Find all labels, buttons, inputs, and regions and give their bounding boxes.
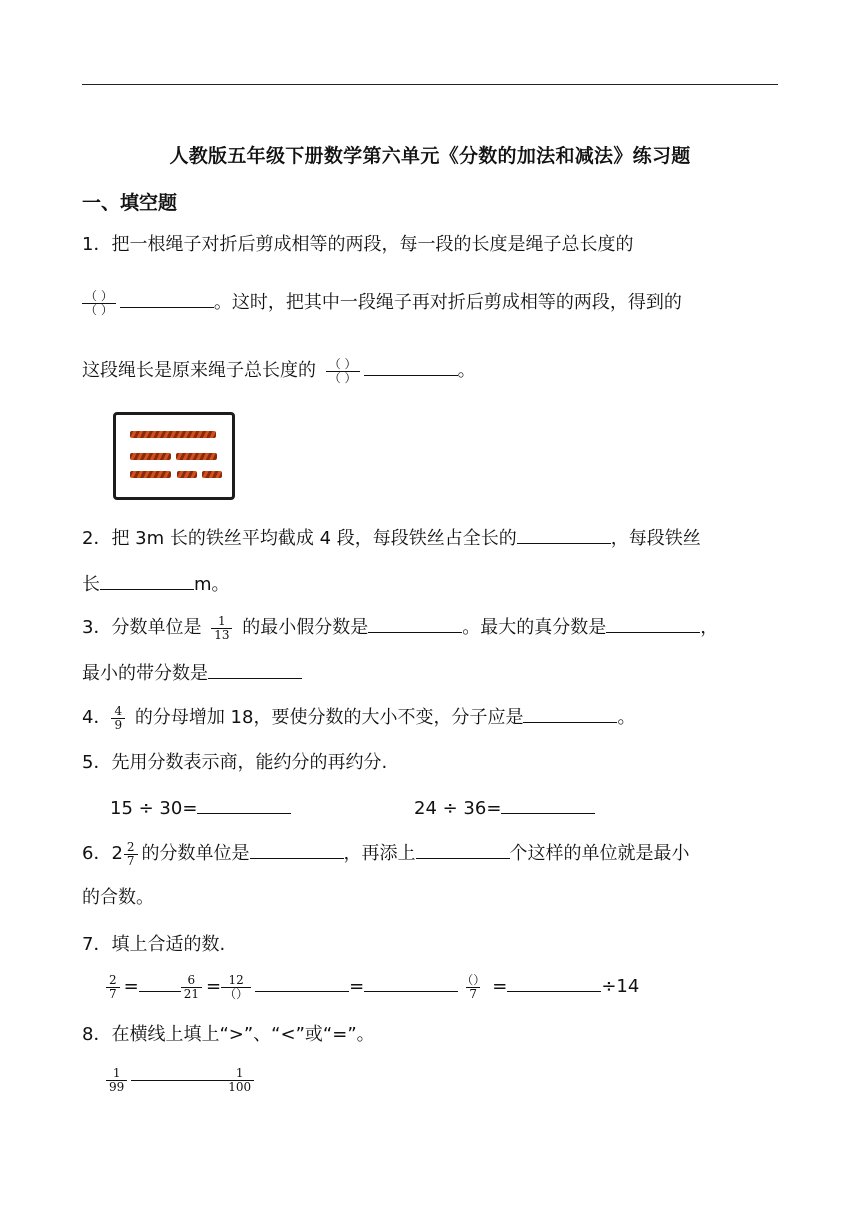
fraction-one-thirteenth: $\frac{1}{13}$ xyxy=(211,615,232,642)
rope-quarter-2 xyxy=(202,471,222,478)
header-rule xyxy=(82,84,778,85)
q6-line2: 的合数。 xyxy=(82,887,154,908)
fraction-two-sevenths: $\frac{2}{7}$ xyxy=(106,974,120,1001)
fraction-one-100th: $\frac{1}{100}$ xyxy=(225,1067,254,1094)
answer-blank[interactable] xyxy=(368,614,462,633)
q8-compare xyxy=(106,1062,258,1094)
rope-quarter-1 xyxy=(177,471,197,478)
q5-expr2: 24 ÷ 36= xyxy=(414,795,595,822)
answer-blank[interactable] xyxy=(197,795,291,814)
q2-line1: 2．把 3m 长的铁丝平均截成 4 段，每段铁丝占全长的 ，每段铁丝 xyxy=(82,525,701,552)
answer-blank[interactable] xyxy=(507,973,601,992)
rope-half-1 xyxy=(130,453,171,460)
fraction-twelve-blank: $\frac{12}{()}$ xyxy=(221,974,251,1001)
answer-blank[interactable] xyxy=(416,840,510,859)
answer-blank[interactable] xyxy=(517,525,611,544)
q7-equation: $\frac{2}{7}$ = $\frac{6}{21}$ = $\frac{12}{()}$ = $\frac{()}{7}$ = ÷14 xyxy=(106,973,639,1001)
q7-line: 7．填上合适的数. xyxy=(82,934,226,955)
q2-line2: 长 m。 xyxy=(82,571,230,598)
rope-illustration xyxy=(113,412,235,500)
q3-line2: 最小的带分数是 xyxy=(82,660,302,687)
page-title: 人教版五年级下册数学第六单元《分数的加法和减法》练习题 xyxy=(169,145,691,167)
answer-blank[interactable] xyxy=(131,1062,225,1081)
fraction-one-99th: $\frac{1}{99}$ xyxy=(106,1067,127,1094)
fraction-blank: $\frac{( )}{( )}$ xyxy=(326,358,360,385)
answer-blank[interactable] xyxy=(501,795,595,814)
mixed-number: 2 $\frac{2}{7}$ xyxy=(111,841,141,868)
fraction-blank-sevenths: $\frac{()}{7}$ xyxy=(461,972,486,1001)
rope-whole xyxy=(130,431,216,438)
fraction-four-ninths: $\frac{4}{9}$ xyxy=(111,705,125,732)
answer-blank[interactable] xyxy=(364,973,458,992)
q1-line3: 这段绳长是原来绳子总长度的 $\frac{( )}{( )}$ 。 xyxy=(82,356,476,385)
answer-blank[interactable] xyxy=(100,571,194,590)
q5-line: 5．先用分数表示商，能约分的再约分. xyxy=(82,752,388,773)
q5-expr1: 15 ÷ 30= xyxy=(110,795,291,822)
fraction-blank: $\frac{( )}{( )}$ xyxy=(82,290,116,317)
answer-blank[interactable] xyxy=(364,357,458,376)
answer-blank[interactable] xyxy=(606,614,700,633)
section-heading: 一、填空题 xyxy=(82,192,178,214)
q4-line: 4． $\frac{4}{9}$ 的分母增加 18，要使分数的大小不变，分子应是 。 xyxy=(82,703,636,732)
answer-blank[interactable] xyxy=(523,704,617,723)
answer-blank[interactable] xyxy=(120,289,214,308)
q1-line1: 1．把一根绳子对折后剪成相等的两段，每一段的长度是绳子总长度的 xyxy=(82,234,634,255)
q6-line1: 6． 2 $\frac{2}{7}$ 的分数单位是 ，再添上 个这样的单位就是最小 xyxy=(82,839,690,868)
rope-half-3 xyxy=(130,471,171,478)
rope-half-2 xyxy=(176,453,217,460)
q3-line1: 3．分数单位是 $\frac{1}{13}$ 的最小假分数是 。最大的真分数是 ， xyxy=(82,613,719,642)
answer-blank[interactable] xyxy=(139,973,181,992)
answer-blank[interactable] xyxy=(255,973,349,992)
answer-blank[interactable] xyxy=(208,660,302,679)
q8-line: 8．在横线上填上“>”、“<”或“=”。 xyxy=(82,1024,375,1045)
answer-blank[interactable] xyxy=(250,840,344,859)
q1-line2: $\frac{( )}{( )}$ 。这时，把其中一段绳子再对折后剪成相等的两段，得到的 xyxy=(82,289,682,317)
fraction-six-21sts: $\frac{6}{21}$ xyxy=(181,974,202,1001)
